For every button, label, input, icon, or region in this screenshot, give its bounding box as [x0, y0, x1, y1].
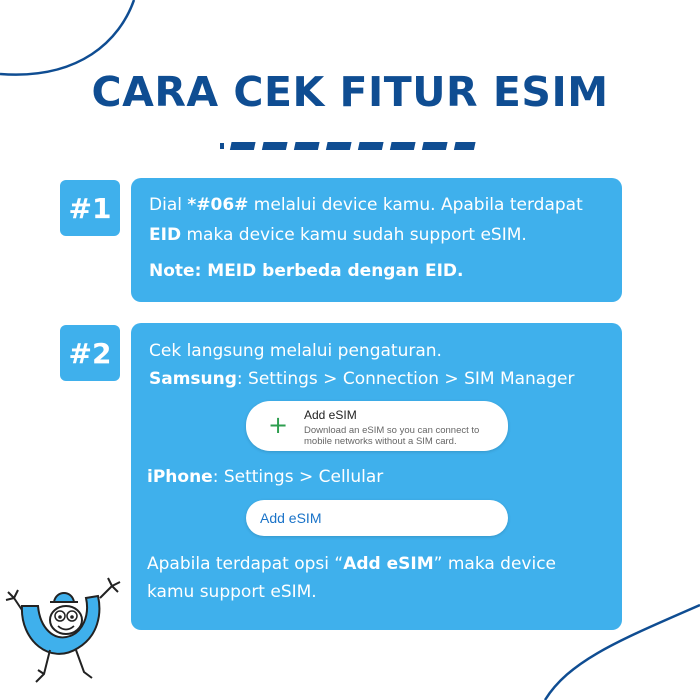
samsung-option-description: Download an eSIM so you can connect to mobile networks without a SIM card. [304, 425, 480, 447]
note-text: Note: MEID berbeda dengan EID. [149, 261, 464, 281]
dial-code: *#06# [187, 195, 249, 215]
iphone-path-text: : Settings > Cellular [212, 467, 384, 487]
step-1-line-1 [149, 190, 604, 220]
step-1-text: melalui device kamu. Apabila terdapat [248, 195, 583, 215]
step-1-badge: #1 [60, 180, 120, 236]
closing-line-2: kamu support eSIM. [147, 582, 317, 602]
step-2-badge: #2 [60, 325, 120, 381]
samsung-option-title: Add eSIM [304, 408, 357, 422]
title-dashed-underline [220, 140, 482, 152]
step-1-text: Dial [149, 195, 188, 215]
step-1-text: maka device kamu sudah support eSIM. [181, 225, 527, 245]
iphone-add-esim-option[interactable] [246, 500, 508, 536]
step-1-card [131, 178, 622, 302]
step-1-line-2 [149, 220, 604, 250]
samsung-path [149, 365, 604, 393]
plus-icon: + [268, 411, 289, 439]
closing-text: Apabila terdapat opsi “ [147, 554, 344, 574]
mascot-illustration [0, 570, 130, 700]
eid-label: EID [149, 225, 182, 245]
page-title: CARA CEK FITUR ESIM [91, 68, 609, 116]
step-1-note [149, 256, 604, 286]
samsung-label: Samsung [149, 369, 237, 389]
iphone-label: iPhone [147, 467, 213, 487]
add-esim-emphasis: Add eSIM [343, 554, 434, 574]
closing-line-1 [147, 550, 556, 578]
step-2-card [131, 323, 622, 630]
samsung-path-text: : Settings > Connection > SIM Manager [236, 369, 575, 389]
step-2-intro: Cek langsung melalui pengaturan. [149, 341, 442, 361]
closing-text: ” maka device [433, 554, 557, 574]
iphone-option-label: Add eSIM [260, 510, 322, 526]
samsung-add-esim-option[interactable] [246, 401, 508, 451]
iphone-path [147, 463, 383, 491]
